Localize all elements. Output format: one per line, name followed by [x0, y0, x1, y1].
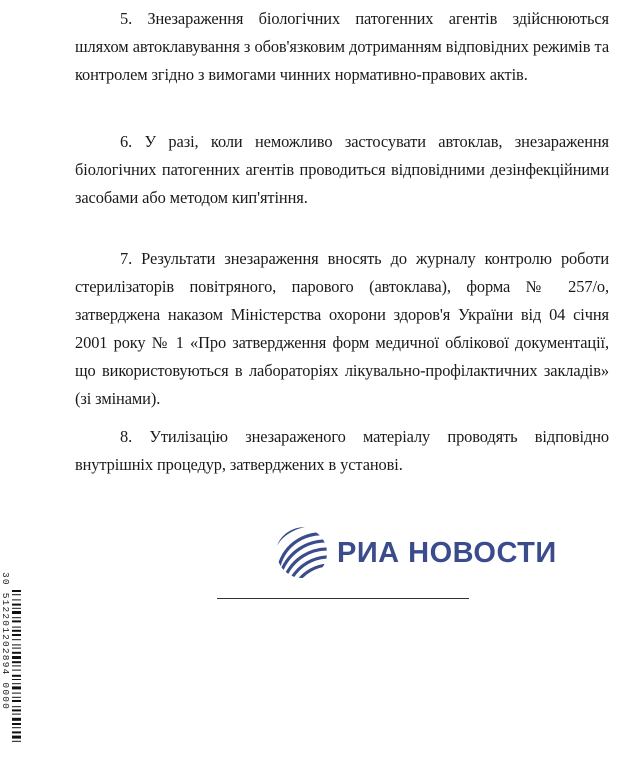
paragraph-8: 8. Утилізацію знезараженого матеріалу проводять відповідно внутрішніх процедур, затверджених в установі. — [75, 427, 609, 474]
barcode-number: 30 512201202894 0000 — [0, 572, 11, 711]
signature-line — [217, 598, 469, 599]
paragraph-6: 6. У разі, коли неможливо застосувати автоклав, знезараження біологічних патогенних агентів проводиться відповідними дезінфекційними засобами або методом кип'ятіння. — [75, 132, 609, 207]
ria-novosti-brand-text: РИА НОВОСТИ — [337, 536, 557, 569]
paragraph-5: 5. Знезараження біологічних патогенних агентів здійснюються шляхом автоклавування з обов'язковим дотриманням відповідних режимів та контролем згідно з вимогами чинних нормативно-правових актів. — [75, 9, 609, 84]
ria-globe-icon — [275, 526, 329, 580]
ria-novosti-watermark — [275, 523, 557, 583]
paragraph-7: 7. Результати знезараження вносять до журналу контролю роботи стерилізаторів повітряного, парового (автоклава), форма № 257/о, затверджена наказом Міністерства охорони здоров'я України від 04 січня 2001 року № 1 «Про затвердження форм медичної облікової документації, що використовуються в лабораторіях лікувально-профілактичних закладів» (зі змінами). — [75, 249, 609, 408]
barcode-digits — [0, 572, 12, 784]
